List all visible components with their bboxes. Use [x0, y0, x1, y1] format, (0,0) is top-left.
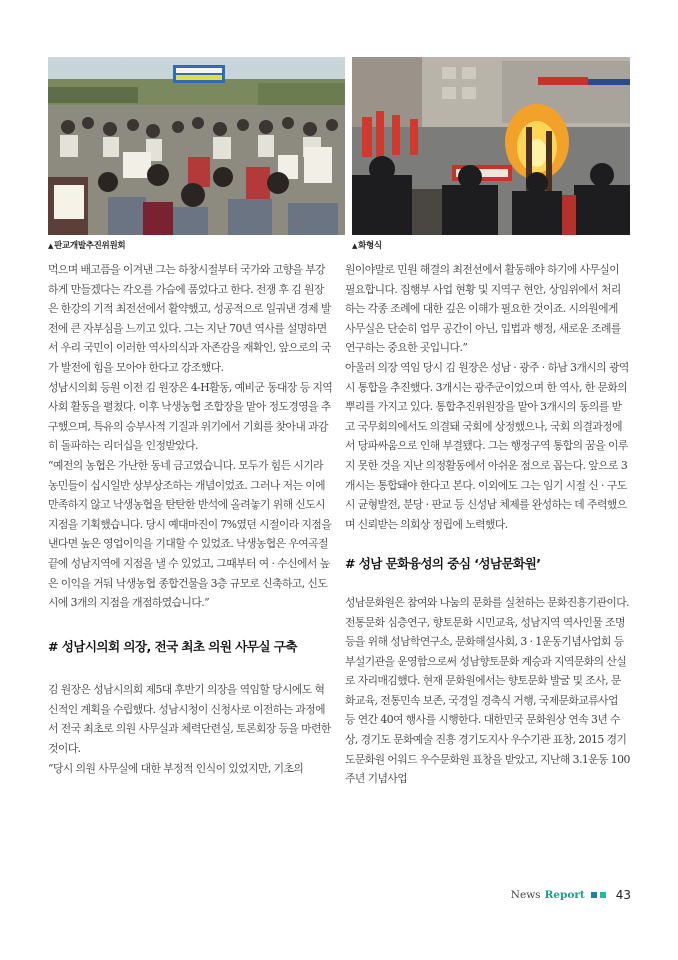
footer-news: News [510, 889, 541, 901]
right-column [345, 260, 630, 789]
paragraph: 김 원장은 성남시의회 제5대 후반기 의장을 역임할 당시에도 혁신적인 계획을 수립했다. 성남시청이 신청사로 이전하는 과정에서 전국 최초로 의원 사무실과 체력단련실, 토론회장 등을 마련한 것이다. [48, 683, 331, 756]
paragraph: 먹으며 배고픔을 이겨낸 그는 하창시절부터 국가와 고향을 부강하게 만들겠다는 각오를 가슴에 품었다고 한다. 전쟁 후 김 원장은 한강의 기적 최전선에서 활약했고, 성공적으로 일궈낸 경제 발전에 큰 자부심을 느끼고 있다. 그는 지난 70년 역사를 설명하면서 우리 국민이 이러한 역사의식과 자존감을 재확인, 앞으로의 국가 발전에 힘을 모아야 한다고 강조했다. [48, 263, 331, 374]
paragraph: 성남시의회 등원 이전 김 원장은 4-H활동, 예비군 동대장 등 지역사회 활동을 펼쳤다. 이후 낙생농협 조합장을 맡아 정도경영을 추구했으며, 특유의 승부사적 기질과 위기에서 기회를 찾아내 과감히 돌파하는 리더십을 인정받았다. [48, 380, 333, 453]
paragraph: 아울러 의장 역임 당시 김 원장은 성남 · 광주 · 하남 3개시의 광역시 통합을 추진했다. 3개시는 광주군이었으며 한 역사, 한 문화의 뿌리를 가지고 있다. 통합추진위원장을 맡아 3개시의 동의를 받고 국무회의에서도 의결돼 국회에 상정했으나, 국회 의결과정에서 당파싸움으로 인해 부결됐다. 그는 행정구역 통합의 꿈을 이루지 못한 것을 지난 의정활동에서 아쉬운 점으로 꼽는다. 앞으로 3개시는 통합돼야 한다고 본다. 이외에도 그는 임기 시절 신 · 구도시 균형발전, 분당 · 판교 등 신성남 체제를 완성하는 데 주력했으며 신뢰받는 의회상 정립에 노력했다. [345, 360, 629, 531]
photo-effigy-burning [352, 57, 630, 235]
footer-report: Report [544, 889, 585, 901]
quote-paragraph: “예전의 농협은 가난한 동네 금고였습니다. 모두가 힘든 시기라 농민들이 십시일반 상부상조하는 개념이었죠. 그러나 저는 이에 만족하지 않고 낙생농협을 탄탄한 반석에 올려놓기 위해 신도시 지점을 기획했습니다. 당시 예대마진이 7%였던 시절이라 지점을 낸다면 높은 영업이익을 기대할 수 있었죠. 낙생농협은 우여곡절 끝에 성남지역에 지점을 낼 수 있었고, 그때부터 여 · 수신에서 높은 이익을 거둬 낙생농협 종합건물을 3층 규모로 신축하고, 신도시에 3개의 지점을 개점하였습니다.” [48, 458, 332, 610]
triangle-icon: ▲ [48, 242, 54, 250]
page-footer [511, 888, 631, 902]
photo-caption-right: ▲화형식 [352, 241, 382, 251]
section-heading: # 성남시의회 의장, 전국 최초 의원 사무실 구축 [48, 638, 297, 654]
quote-paragraph: “당시 의원 사무실에 대한 부정적 인식이 있었지만, 기초의 [48, 761, 304, 775]
section-heading: # 성남 문화융성의 중심 ‘성남문화원’ [345, 556, 541, 572]
photo-rally [48, 57, 345, 235]
square-icon [591, 892, 597, 898]
triangle-icon: ▲ [352, 242, 358, 250]
left-column [48, 260, 333, 778]
quote-paragraph: 원이야말로 민원 해결의 최전선에서 활동해야 하기에 사무실이 필요합니다. 집행부 사업 현황 및 지역구 현안, 상임위에서 처리하는 각종 조례에 대한 깊은 이해가 필요한 것이죠. 시의원에게 사무실은 단순히 업무 공간이 아닌, 입법과 행정, 새로운 조례를 연구하는 중요한 곳입니다.” [345, 263, 621, 355]
square-icon [600, 892, 606, 898]
paragraph: 성남문화원은 참여와 나눔의 문화를 실천하는 문화진흥기관이다. 전통문화 심층연구, 향토문화 시민교육, 성남지역 역사인물 조명 등을 위해 성남학연구소, 문화해설사회, 3 · 1운동기념사업회 등 부설기관을 운영함으로써 성남향토문화 계승과 지역문화의 산실로 자리매김했다. 현재 문화원에서는 향토문화 발굴 및 조사, 문화교육, 전통민속 보존, 국경일 경축식 거행, 국제문화교류사업 등 연간 40여 행사를 시행한다. 대한민국 문화원상 연속 3년 수상, 경기도 문화예술 진흥 경기도지사 우수기관 표창, 2015 경기도문화원 어워드 우수문화원 표창을 받았고, 지난해 3.1운동 100주년 기념사업 [345, 595, 630, 786]
photo-caption-left: ▲판교개발추진위원회 [48, 241, 126, 251]
page-number: 43 [615, 888, 631, 902]
